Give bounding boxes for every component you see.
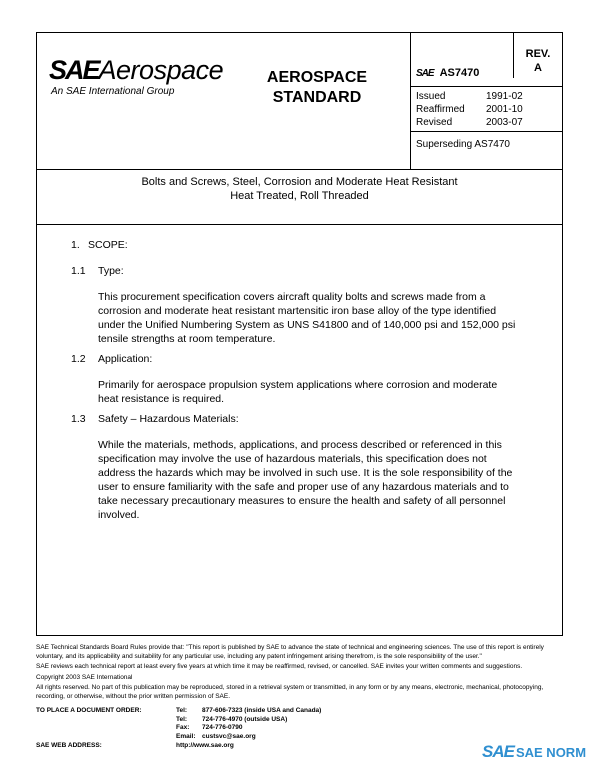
contact-email-link[interactable]: custsvc@sae.org: [202, 732, 256, 740]
contact-label: Email:: [176, 732, 196, 740]
header-block: [37, 33, 562, 170]
section-heading-application: Application:: [98, 353, 153, 365]
badge-logo: SAE: [482, 742, 514, 761]
document-number: [416, 67, 479, 79]
safety-paragraph: While the materials, methods, applications, and process described or referenced in this specification may involve the use of hazardous materials, this specification does not address the hazards which may be involved in such use. It is the sole responsibility of the user to ensure familiarity with the safe and proper use of any hazardous materials and to take necessary precautionary measures to ensure the health and safety of all personnel involved.: [98, 439, 513, 521]
contact-label: Tel:: [176, 715, 188, 723]
contact-row: [176, 733, 321, 742]
section-number: 1.3: [71, 413, 86, 425]
logo-sae: SAE: [49, 55, 99, 85]
divider: [513, 33, 514, 78]
date-value: 2003-07: [486, 117, 523, 128]
document-title: [37, 175, 562, 203]
footer-review: SAE reviews each technical report at least every five years at which time it may be reaffirmed, revised, or cancelled. SAE invites your written comments and suggestions.: [36, 663, 523, 670]
sae-aerospace-logo: [49, 55, 224, 97]
title-line1: Bolts and Screws, Steel, Corrosion and Moderate Heat Resistant: [141, 176, 458, 188]
logo-aerospace: Aerospace: [98, 55, 224, 85]
contact-list: [176, 707, 321, 741]
section-number: 1.: [71, 239, 80, 251]
standard-title: [257, 68, 377, 108]
section-number: 1.1: [71, 265, 86, 277]
divider: [410, 86, 562, 87]
application-paragraph: Primarily for aerospace propulsion system applications where corrosion and moderate heat resistance is required.: [98, 379, 498, 405]
dates-block: [416, 90, 523, 129]
order-label: TO PLACE A DOCUMENT ORDER:: [36, 707, 142, 714]
sae-norm-badge: [482, 742, 586, 762]
standard-line2: STANDARD: [272, 89, 362, 106]
footer-rules: SAE Technical Standards Board Rules provide that: "This report is published by SAE to advance the state of technical and engineering sciences. The use of this report is entirely voluntary, and its applicability and suitability for any particular use, including any patent infringement arising therefrom, is the sole responsibility of the user.": [36, 644, 544, 660]
contact-label: Fax:: [176, 724, 190, 731]
web-address-link[interactable]: http://www.sae.org: [176, 742, 234, 749]
date-value: 1991-02: [486, 91, 523, 102]
mini-sae-logo: SAE: [416, 68, 434, 79]
date-row: [416, 116, 523, 129]
section-heading-safety: Safety – Hazardous Materials:: [98, 413, 239, 425]
section-number: 1.2: [71, 353, 86, 365]
logo-tagline: An SAE International Group: [51, 86, 175, 97]
footer-rights: All rights reserved. No part of this publication may be reproduced, stored in a retrieval system or transmitted, in any form or by any means, electronic, mechanical, photocopying, recording, or otherwise, without the prior written permission of SAE.: [36, 684, 544, 700]
date-row: [416, 90, 523, 103]
superseding-note: Superseding AS7470: [416, 139, 510, 150]
rev-label: REV.: [525, 48, 551, 60]
contact-row: [176, 716, 321, 725]
footer-copyright: Copyright 2003 SAE International: [36, 673, 133, 681]
web-label: SAE WEB ADDRESS:: [36, 742, 102, 749]
divider: [37, 224, 562, 225]
section-heading-type: Type:: [98, 265, 124, 277]
contact-value: 724-776-4970 (outside USA): [202, 715, 288, 723]
date-row: [416, 103, 523, 116]
contact-row: [176, 707, 321, 716]
divider: [410, 131, 562, 132]
document-frame: [36, 32, 563, 636]
date-label: Reaffirmed: [416, 104, 465, 115]
rev-value: A: [534, 62, 542, 74]
contact-value: 877-606-7323 (inside USA and Canada): [202, 707, 322, 714]
title-line2: Heat Treated, Roll Threaded: [230, 190, 369, 202]
divider: [410, 33, 411, 169]
date-label: Revised: [416, 117, 453, 128]
badge-text: SAE NORM: [515, 745, 587, 760]
date-label: Issued: [416, 91, 446, 102]
standard-line1: AEROSPACE: [266, 69, 368, 86]
type-paragraph: This procurement specification covers aircraft quality bolts and screws made from a corrosion and moderate heat resistant martensitic iron base alloy of the type identified under the Unified Numbering System as UNS S41800 and of 140,000 psi and 152,000 psi tensile strengths at room temperature.: [98, 291, 516, 345]
section-heading-scope: SCOPE:: [88, 239, 128, 251]
doc-number-value: AS7470: [439, 67, 480, 79]
date-value: 2001-10: [486, 104, 523, 115]
contact-label: Tel:: [176, 707, 188, 714]
contact-value: 724-776-0790: [202, 724, 243, 731]
footer-notes: [36, 644, 563, 703]
contact-row: [176, 724, 321, 733]
revision-box: [515, 47, 561, 75]
